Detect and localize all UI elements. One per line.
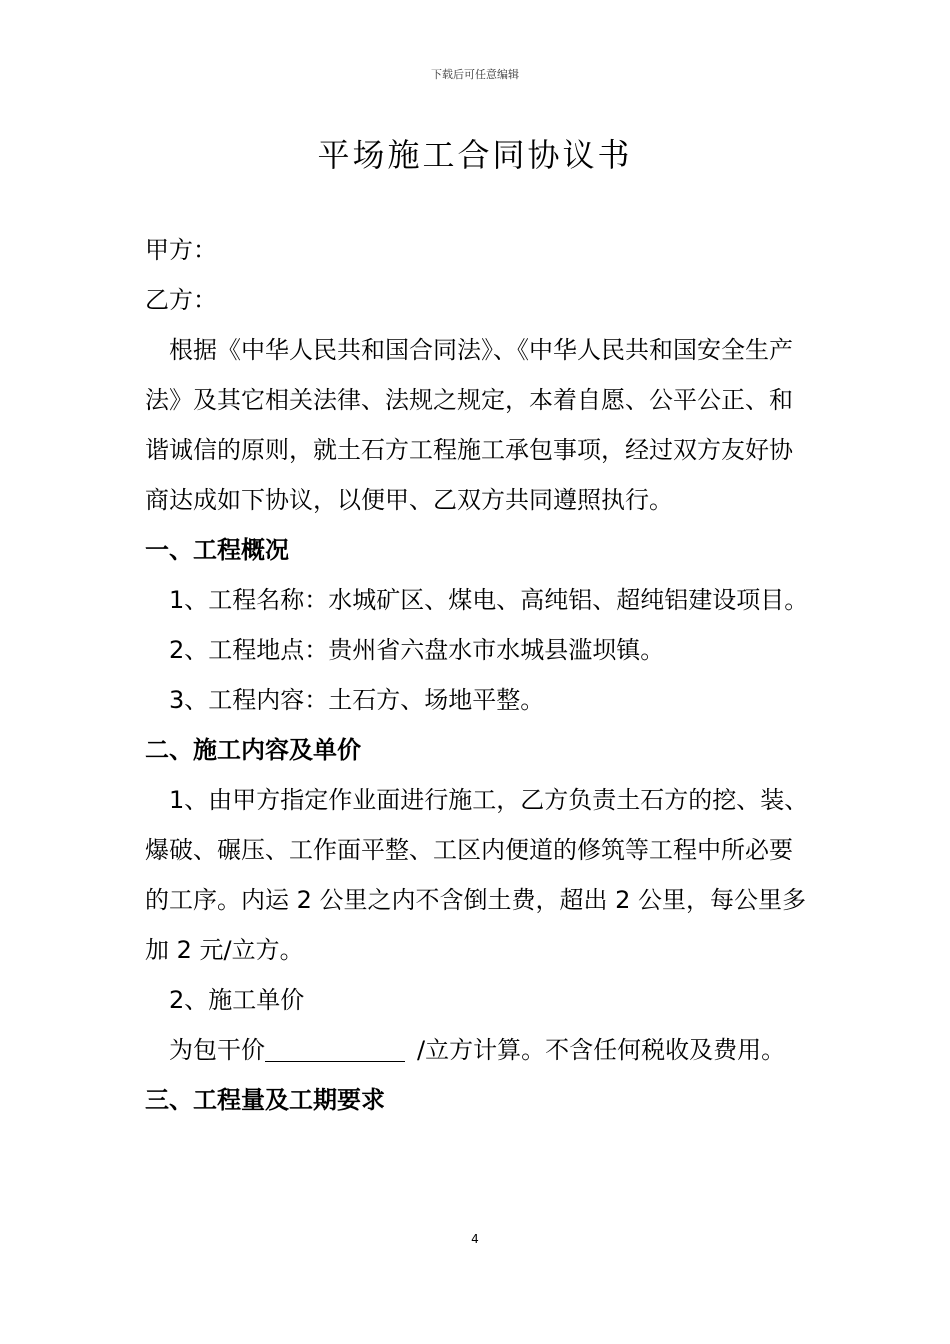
header-note: 下载后可任意编辑 (431, 68, 519, 81)
price-blank (265, 1041, 405, 1062)
intro-paragraph: 根据《中华人民共和国合同法》、《中华人民共和国安全生产法》及其它相关法律、法规之规定，本着自愿、公平公正、和谐诚信的原则，就土石方工程施工承包事项，经过双方友好协商达成如下协议，以便甲、乙双方共同遵照执行。 (145, 336, 793, 514)
unit-price-line (145, 1025, 815, 1075)
price-prefix: 为包干价 (169, 1036, 265, 1064)
section-1-item-2: 2、工程地点：贵州省六盘水市水城县滥坝镇。 (169, 636, 665, 664)
section-1-item-1: 1、工程名称：水城矿区、煤电、高纯铝、超纯铝建设项目。 (169, 586, 809, 614)
page-number: 4 (471, 1232, 479, 1246)
document-body (145, 225, 815, 1125)
section-2-item-2-label: 2、施工单价 (169, 986, 305, 1014)
document-title: 平场施工合同协议书 (317, 136, 633, 174)
section-3-heading: 三、工程量及工期要求 (145, 1086, 385, 1114)
party-a-line: 甲方： (145, 236, 217, 264)
section-2-item-1: 1、由甲方指定作业面进行施工，乙方负责土石方的挖、装、爆破、碾压、工作面平整、工区内便道的修筑等工程中所必要的工序。内运 2 公里之内不含倒土费，超出 2 公里，每公里多加 2 元/立方。 (145, 786, 809, 964)
section-2-heading: 二、施工内容及单价 (145, 736, 361, 764)
party-b-line: 乙方： (145, 286, 217, 314)
price-suffix: /立方计算。不含任何税收及费用。 (417, 1036, 786, 1064)
section-1-heading: 一、工程概况 (145, 536, 289, 564)
section-1-item-3: 3、工程内容：土石方、场地平整。 (169, 686, 545, 714)
